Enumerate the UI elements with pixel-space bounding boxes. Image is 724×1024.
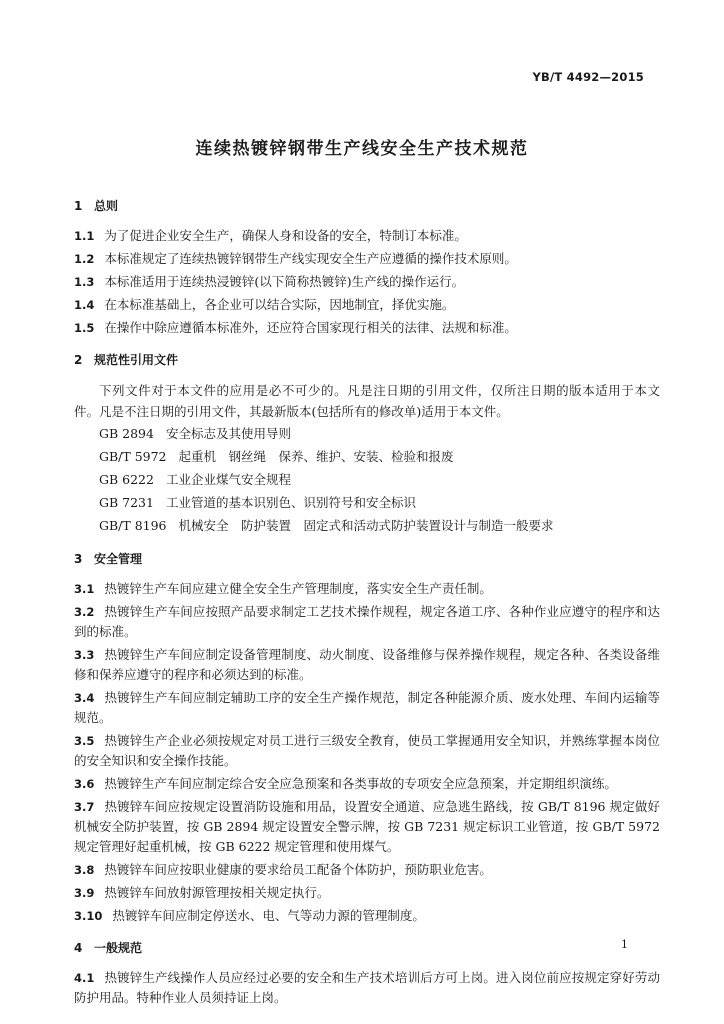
- clause: 3.1 热镀锌生产车间应建立健全安全生产管理制度，落实安全生产责任制。: [74, 581, 492, 596]
- clause: 1.4 在本标准基础上，各企业可以结合实际，因地制宜，择优实施。: [74, 297, 455, 312]
- section-heading: 2 规范性引用文件: [74, 353, 179, 367]
- reference-item: GB 6222 工业企业煤气安全规程: [99, 472, 291, 487]
- document-body: [74, 196, 660, 1011]
- clause: 1.1 为了促进企业安全生产，确保人身和设备的安全，特制订本标准。: [74, 228, 467, 243]
- reference-item: GB 2894 安全标志及其使用导则: [99, 426, 291, 441]
- clause: 1.3 本标准适用于连续热浸镀锌(以下简称热镀锌)生产线的操作运行。: [74, 274, 465, 289]
- clause: 1.2 本标准规定了连续热镀锌钢带生产线实现安全生产应遵循的操作技术原则。: [74, 251, 517, 266]
- clause: 3.8 热镀锌车间应按职业健康的要求给员工配备个体防护，预防职业危害。: [74, 862, 492, 877]
- reference-item: GB/T 8196 机械安全 防护装置 固定式和活动式防护装置设计与制造一般要求: [99, 518, 554, 533]
- clause: 3.6 热镀锌生产车间应制定综合安全应急预案和各类事故的专项安全应急预案，并定期组织演练。: [74, 776, 617, 791]
- page-number: 1: [621, 938, 628, 951]
- clause: 3.10 热镀锌车间应制定停送水、电、气等动力源的管理制度。: [74, 908, 425, 923]
- section-intro: 下列文件对于本文件的应用是必不可少的。凡是注日期的引用文件，仅所注日期的版本适用于本文件。凡是不注日期的引用文件，其最新版本(包括所有的修改单)适用于本文件。: [74, 383, 660, 419]
- reference-item: GB/T 5972 起重机 钢丝绳 保养、维护、安装、检验和报废: [99, 449, 454, 464]
- reference-item: GB 7231 工业管道的基本识别色、识别符号和安全标识: [99, 495, 416, 510]
- clause: 3.3 热镀锌生产车间应制定设备管理制度、动火制度、设备维修与保养操作规程，规定各种、各类设备维修和保养应遵守的程序和必须达到的标准。: [74, 647, 660, 682]
- standard-number: YB/T 4492—2015: [532, 70, 644, 84]
- clause: 1.5 在操作中除应遵循本标准外，还应符合国家现行相关的法律、法规和标准。: [74, 320, 517, 335]
- section-heading: 3 安全管理: [74, 552, 143, 566]
- document-title: 连续热镀锌钢带生产线安全生产技术规范: [195, 139, 529, 159]
- section-heading: 4 一般规范: [74, 941, 143, 955]
- reference-list: [99, 422, 660, 537]
- clause: 4.1 热镀锌生产线操作人员应经过必要的安全和生产技术培训后方可上岗。进入岗位前应按规定穿好劳动防护用品。特种作业人员须持证上岗。: [74, 970, 660, 1005]
- clause: 3.7 热镀锌车间应按规定设置消防设施和用品，设置安全通道、应急逃生路线，按 GB/T 8196 规定做好机械安全防护装置，按 GB 2894 规定设置安全警示牌，按 GB 7231 规定标识工业管道，按 GB/T 5972 规定管理好起重机械，按 GB 6222 规定管理和使用煤气。: [74, 799, 660, 854]
- clause: 3.5 热镀锌生产企业必须按规定对员工进行三级安全教育，使员工掌握通用安全知识，并熟练掌握本岗位的安全知识和安全操作技能。: [74, 733, 660, 768]
- section-heading: 1 总则: [74, 199, 119, 213]
- clause: 3.2 热镀锌生产车间应按照产品要求制定工艺技术操作规程，规定各道工序、各种作业应遵守的程序和达到的标准。: [74, 604, 660, 639]
- clause: 3.4 热镀锌生产车间应制定辅助工序的安全生产操作规范，制定各种能源介质、废水处理、车间内运输等规范。: [74, 690, 660, 725]
- clause: 3.9 热镀锌车间放射源管理按相关规定执行。: [74, 885, 330, 900]
